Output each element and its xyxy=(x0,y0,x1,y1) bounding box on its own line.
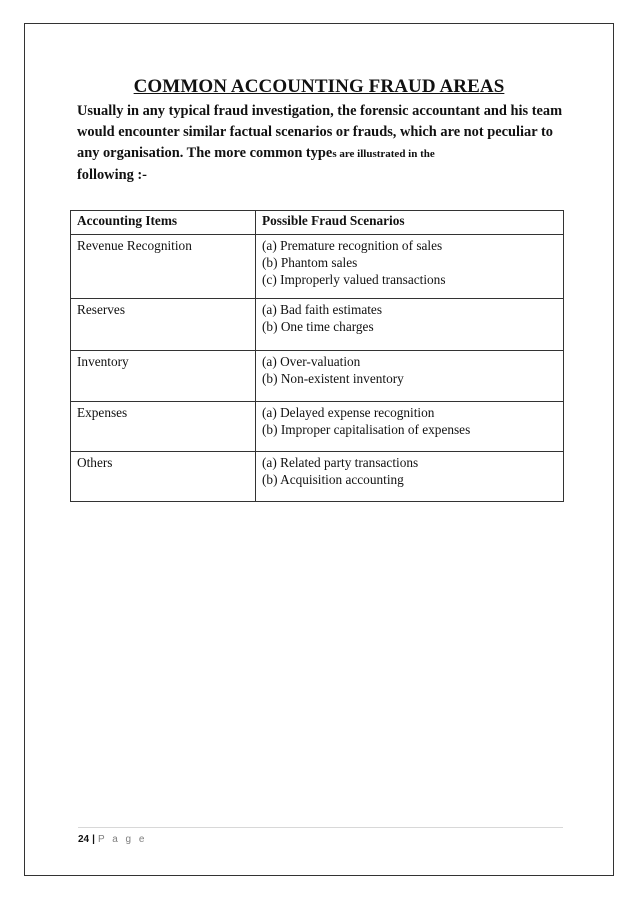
scenario-line: (a) Delayed expense recognition xyxy=(262,405,435,420)
fraud-scenarios-cell xyxy=(256,351,564,402)
page-title: COMMON ACCOUNTING FRAUD AREAS xyxy=(133,76,505,97)
scenario-line: (a) Related party transactions xyxy=(262,455,419,470)
accounting-item-cell: Others xyxy=(71,452,256,502)
scenario-line: (c) Improperly valued transactions xyxy=(262,272,446,287)
accounting-item-cell: Revenue Recognition xyxy=(71,235,256,299)
intro-paragraph xyxy=(77,101,567,186)
intro-small-text: s are illustrated in the xyxy=(332,148,435,160)
column-header-accounting-items: Accounting Items xyxy=(71,211,256,235)
fraud-scenarios-cell xyxy=(256,452,564,502)
table-row xyxy=(71,235,564,299)
table-row xyxy=(71,351,564,402)
scenario-line: (b) Improper capitalisation of expenses xyxy=(262,422,471,437)
page-label: P a g e xyxy=(97,834,147,845)
fraud-scenarios-cell xyxy=(256,299,564,351)
scenario-line: (b) Acquisition accounting xyxy=(262,472,404,487)
table-row xyxy=(71,402,564,452)
accounting-item-cell: Reserves xyxy=(71,299,256,351)
scenario-line: (a) Bad faith estimates xyxy=(262,302,382,317)
footer-separator: | xyxy=(92,834,95,845)
table-row xyxy=(71,299,564,351)
scenario-line: (a) Over-valuation xyxy=(262,354,361,369)
accounting-item-cell: Expenses xyxy=(71,402,256,452)
fraud-scenarios-cell xyxy=(256,402,564,452)
fraud-scenarios-cell xyxy=(256,235,564,299)
intro-tail-text: following :- xyxy=(77,167,147,183)
scenario-line: (b) Phantom sales xyxy=(262,255,358,270)
column-header-fraud-scenarios: Possible Fraud Scenarios xyxy=(256,211,564,235)
accounting-item-cell: Inventory xyxy=(71,351,256,402)
page-number: 24 xyxy=(78,834,90,845)
table-row xyxy=(71,452,564,502)
scenario-line: (b) One time charges xyxy=(262,319,374,334)
table-header-row xyxy=(71,211,564,235)
scenario-line: (b) Non-existent inventory xyxy=(262,371,404,386)
fraud-areas-table xyxy=(70,210,564,502)
scenario-line: (a) Premature recognition of sales xyxy=(262,238,443,253)
intro-main-text: Usually in any typical fraud investigation, the forensic accountant and his team would encounter similar factual scenarios or frauds, which are not peculiar to any organisation. The more common type xyxy=(77,103,563,161)
page-footer xyxy=(78,827,563,845)
